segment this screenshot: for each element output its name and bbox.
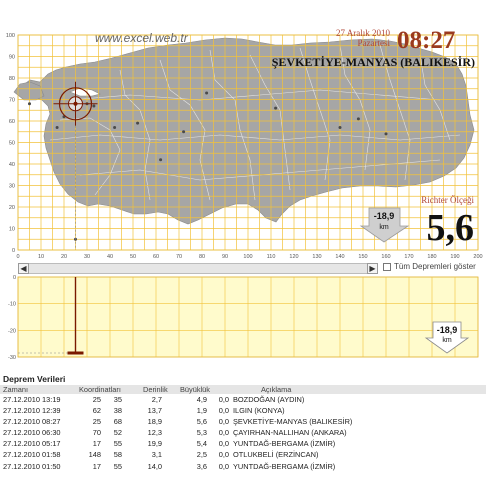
row-zero: 0,0 bbox=[218, 428, 229, 438]
row-description: ŞEVKETİYE-MANYAS (BALIKESİR) bbox=[233, 417, 353, 427]
scroll-right-button[interactable]: ▶ bbox=[367, 263, 378, 274]
depth-value-bottom: -18,9 bbox=[436, 325, 458, 335]
row-coord-x: 17 bbox=[92, 439, 101, 449]
depth-unit-bottom: km bbox=[442, 337, 452, 344]
row-depth: 3,1 bbox=[151, 450, 162, 460]
row-coord-y: 38 bbox=[113, 406, 122, 416]
quake-point bbox=[159, 158, 162, 161]
row-time: 27.12.2010 08:27 bbox=[3, 417, 61, 427]
magnitude-value: 5,6 bbox=[426, 207, 474, 249]
row-zero: 0,0 bbox=[218, 417, 229, 427]
header-description: Açıklama bbox=[261, 385, 292, 394]
x-tick-label: 20 bbox=[60, 254, 68, 260]
header-depth: Derinlik bbox=[143, 385, 168, 394]
row-zero: 0,0 bbox=[218, 406, 229, 416]
weekday-label: Pazartesi bbox=[357, 38, 390, 48]
row-coord-x: 25 bbox=[92, 417, 101, 427]
row-magnitude: 5,4 bbox=[196, 439, 207, 449]
x-tick-label: 200 bbox=[473, 254, 483, 260]
map-scrollbar[interactable] bbox=[18, 263, 378, 274]
row-coord-x: 148 bbox=[88, 450, 101, 460]
quake-point bbox=[113, 126, 116, 129]
y-tick-label: 10 bbox=[8, 226, 15, 233]
row-coord-y: 35 bbox=[113, 395, 122, 404]
row-coord-x: 25 bbox=[92, 395, 101, 404]
y-tick-label: 60 bbox=[8, 119, 15, 125]
y-tick-label: 90 bbox=[8, 54, 15, 61]
x-tick-label: 130 bbox=[312, 254, 322, 260]
date-label: 27 Aralık 2010 bbox=[336, 28, 390, 38]
x-tick-label: 90 bbox=[221, 254, 229, 260]
quake-point bbox=[136, 122, 139, 125]
quake-point bbox=[339, 126, 342, 129]
site-logo: www.excel.web.tr bbox=[95, 31, 188, 45]
x-tick-label: 120 bbox=[289, 254, 299, 260]
row-zero: 0,0 bbox=[218, 395, 229, 404]
show-all-checkbox[interactable] bbox=[383, 263, 391, 271]
time-label: 08:27 bbox=[397, 27, 456, 54]
row-coord-x: 70 bbox=[92, 428, 101, 438]
y-tick-label: 20 bbox=[8, 205, 15, 211]
x-tick-label: 140 bbox=[335, 254, 345, 260]
x-tick-label: 50 bbox=[129, 254, 137, 260]
row-coord-y: 68 bbox=[113, 417, 122, 427]
depth-tick-label: -30 bbox=[8, 355, 16, 361]
row-coord-x: 62 bbox=[92, 406, 101, 416]
quake-point bbox=[385, 132, 388, 135]
quake-point bbox=[28, 102, 31, 105]
row-magnitude: 4,9 bbox=[196, 395, 207, 404]
row-description: ILGIN (KONYA) bbox=[233, 406, 285, 416]
x-tick-label: 190 bbox=[450, 254, 460, 260]
depth-value-top: -18,9 bbox=[373, 211, 395, 221]
x-tick-label: 40 bbox=[106, 254, 114, 260]
row-magnitude: 3,6 bbox=[196, 461, 207, 471]
row-zero: 0,0 bbox=[218, 439, 229, 449]
row-coord-y: 55 bbox=[113, 439, 122, 449]
header-coords: Koordinatları bbox=[79, 385, 121, 394]
row-zero: 0,0 bbox=[218, 461, 229, 471]
y-tick-label: 0 bbox=[11, 248, 15, 254]
table-row[interactable] bbox=[0, 427, 486, 438]
quake-point bbox=[357, 117, 360, 120]
depth-unit-top: km bbox=[379, 224, 389, 231]
row-time: 27.12.2010 05:17 bbox=[3, 439, 61, 449]
quake-point bbox=[92, 104, 95, 107]
row-depth: 2,7 bbox=[151, 395, 162, 404]
x-tick-label: 10 bbox=[37, 254, 45, 260]
row-time: 27.12.2010 01:58 bbox=[3, 450, 61, 460]
y-tick-label: 30 bbox=[8, 183, 15, 190]
y-tick-label: 80 bbox=[8, 76, 15, 82]
x-tick-label: 180 bbox=[427, 254, 437, 260]
quake-table-title: Deprem Verileri bbox=[3, 374, 66, 384]
x-tick-label: 80 bbox=[198, 254, 206, 260]
x-tick-label: 110 bbox=[266, 254, 276, 260]
depth-axes bbox=[8, 275, 16, 361]
x-tick-label: 70 bbox=[175, 254, 183, 260]
location-title: ŞEVKETİYE-MANYAS (BALIKESİR) bbox=[271, 55, 475, 69]
show-all-option[interactable] bbox=[383, 262, 476, 271]
x-tick-label: 100 bbox=[243, 254, 253, 260]
table-row[interactable] bbox=[0, 461, 486, 472]
row-description: OTLUKBELİ (ERZİNCAN) bbox=[233, 450, 319, 460]
row-magnitude: 2,5 bbox=[196, 450, 207, 460]
row-depth: 19,9 bbox=[147, 439, 162, 449]
x-tick-label: 0 bbox=[16, 254, 20, 260]
depth-tick-label: 0 bbox=[12, 275, 16, 281]
row-coord-y: 58 bbox=[113, 450, 122, 460]
x-tick-label: 150 bbox=[358, 254, 368, 260]
table-row[interactable] bbox=[0, 394, 486, 405]
row-coord-y: 55 bbox=[113, 461, 122, 471]
row-coord-y: 52 bbox=[113, 428, 122, 438]
row-time: 27.12.2010 06:30 bbox=[3, 428, 61, 438]
row-zero: 0,0 bbox=[218, 450, 229, 460]
row-description: YUNTDAĞ-BERGAMA (İZMİR) bbox=[233, 461, 336, 471]
depth-tick-label: -10 bbox=[8, 301, 16, 308]
quake-table bbox=[0, 373, 486, 472]
y-tick-label: 50 bbox=[8, 140, 15, 147]
depth-tick-label: -20 bbox=[8, 328, 16, 335]
depth-marker bbox=[68, 352, 84, 355]
row-description: YUNTDAĞ-BERGAMA (İZMİR) bbox=[233, 439, 336, 449]
row-magnitude: 1,9 bbox=[196, 406, 207, 416]
y-tick-label: 40 bbox=[8, 162, 15, 168]
table-row[interactable] bbox=[0, 438, 486, 449]
quake-point bbox=[182, 130, 185, 133]
x-tick-label: 160 bbox=[381, 254, 391, 260]
x-tick-label: 30 bbox=[83, 254, 91, 260]
quake-table-header bbox=[0, 385, 486, 394]
quake-point bbox=[205, 92, 208, 95]
quake-point bbox=[56, 126, 59, 129]
x-tick-label: 170 bbox=[404, 254, 414, 260]
row-depth: 14,0 bbox=[147, 461, 162, 471]
table-row[interactable] bbox=[0, 405, 486, 416]
y-tick-label: 100 bbox=[5, 33, 15, 39]
y-tick-label: 70 bbox=[8, 97, 15, 104]
row-description: ÇAYIRHAN-NALLIHAN (ANKARA) bbox=[233, 428, 347, 438]
scroll-left-button[interactable]: ◀ bbox=[18, 263, 29, 274]
row-time: 27.12.2010 13:19 bbox=[3, 395, 61, 404]
row-depth: 18,9 bbox=[147, 417, 162, 427]
row-description: BOZDOĞAN (AYDIN) bbox=[233, 395, 305, 404]
row-depth: 12,3 bbox=[147, 428, 162, 438]
quake-point bbox=[274, 107, 277, 110]
quake-rows bbox=[0, 394, 486, 472]
row-time: 27.12.2010 12:39 bbox=[3, 406, 61, 416]
row-magnitude: 5,6 bbox=[196, 417, 207, 427]
table-row[interactable] bbox=[0, 416, 486, 427]
marker-center bbox=[74, 102, 78, 106]
header-time: Zamanı bbox=[3, 385, 29, 394]
row-time: 27.12.2010 01:50 bbox=[3, 461, 61, 471]
header-magnitude: Büyüklük bbox=[180, 385, 210, 394]
scrollbar-track[interactable] bbox=[18, 263, 378, 274]
richter-label: Richter Ölçeği bbox=[421, 195, 474, 205]
depth-grid bbox=[18, 277, 478, 357]
show-all-label: Tüm Depremleri göster bbox=[394, 262, 476, 271]
row-magnitude: 5,3 bbox=[196, 428, 207, 438]
row-coord-x: 17 bbox=[92, 461, 101, 471]
x-tick-label: 60 bbox=[152, 254, 160, 260]
table-row[interactable] bbox=[0, 449, 486, 460]
row-depth: 13,7 bbox=[147, 406, 162, 416]
